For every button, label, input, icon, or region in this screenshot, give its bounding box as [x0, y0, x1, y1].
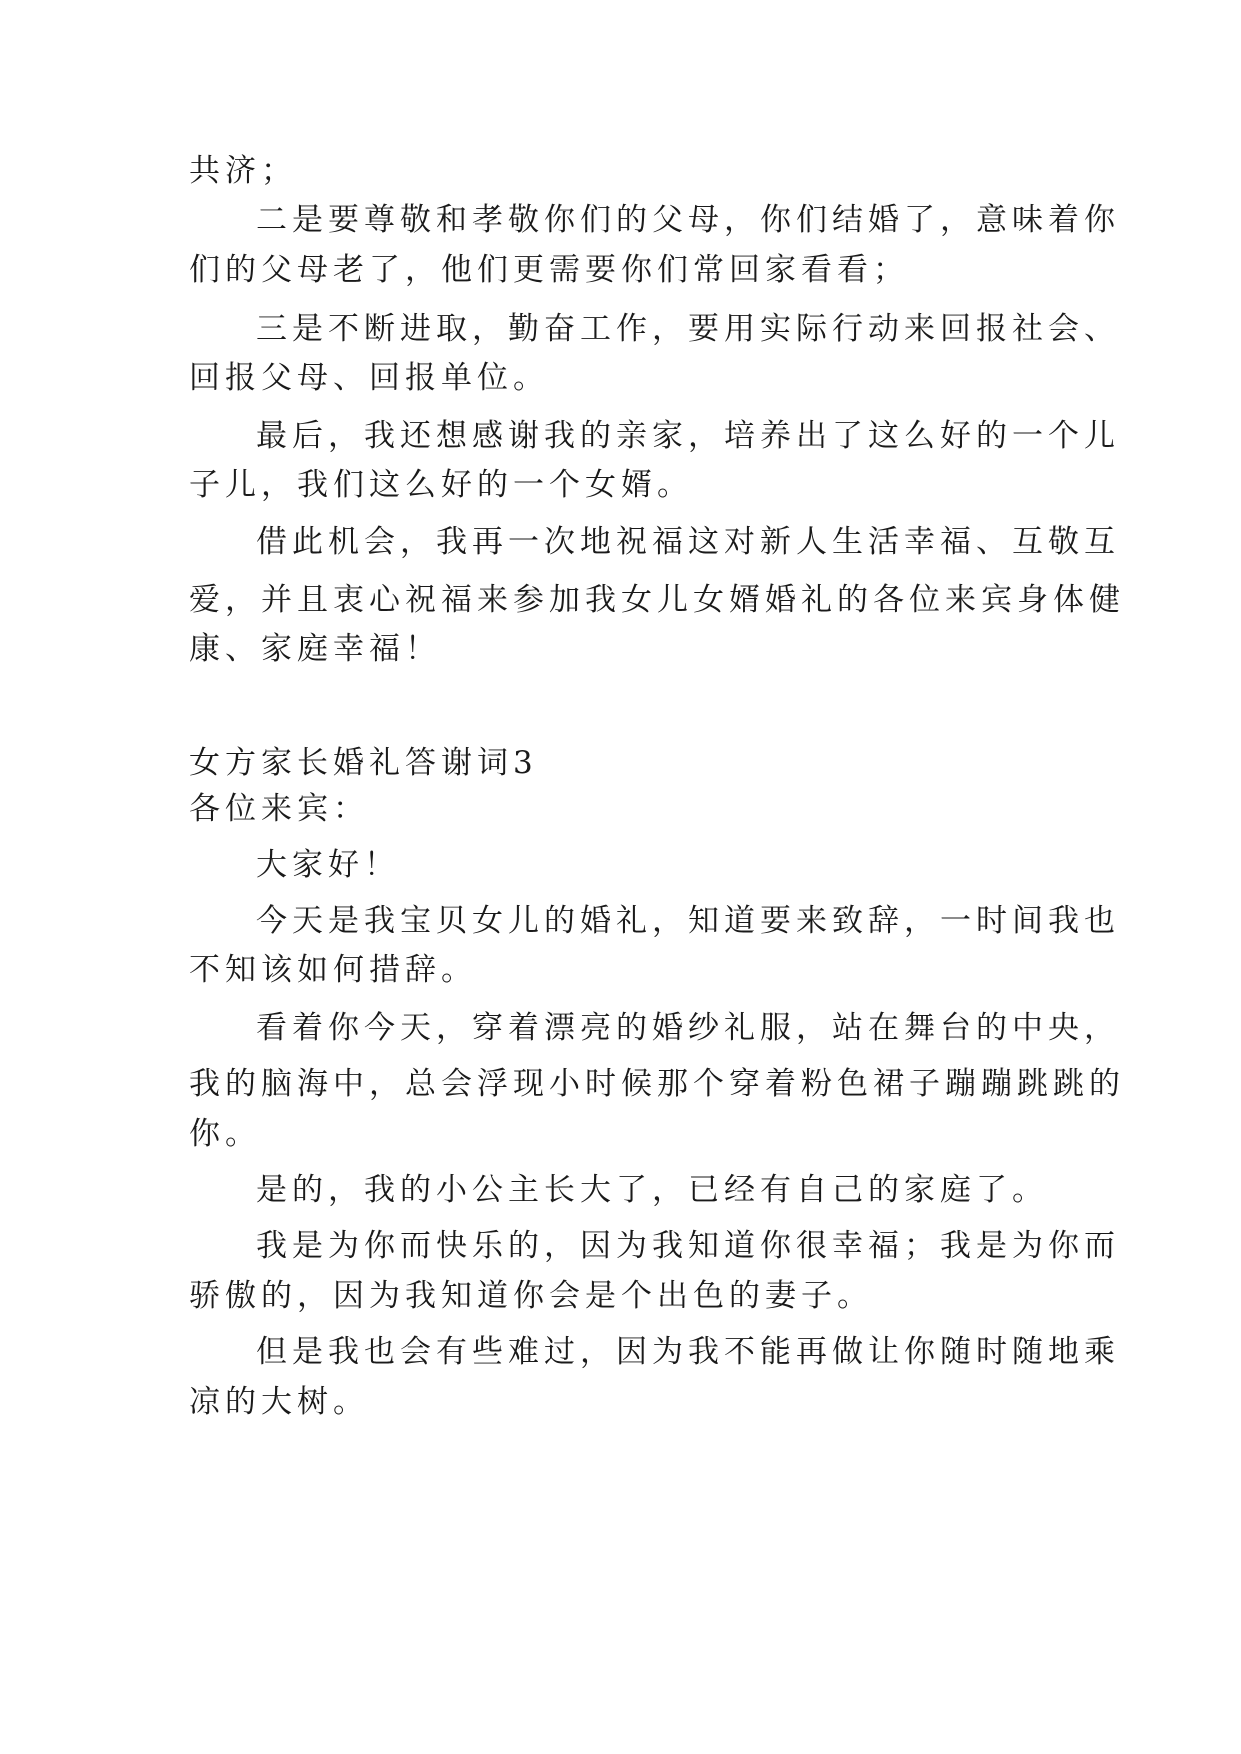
text-line: 凉的大树。 — [189, 1384, 369, 1420]
paragraph-line: 是的，我的小公主长大了，已经有自己的家庭了。 — [256, 1172, 1048, 1208]
section-heading: 女方家长婚礼答谢词3 — [189, 745, 538, 781]
paragraph-line: 我是为你而快乐的，因为我知道你很幸福；我是为你而 — [256, 1228, 1120, 1264]
text-line: 你。 — [189, 1116, 261, 1152]
paragraph-line: 看着你今天，穿着漂亮的婚纱礼服，站在舞台的中央， — [256, 1010, 1120, 1046]
paragraph-line: 二是要尊敬和孝敬你们的父母，你们结婚了，意味着你 — [256, 202, 1120, 238]
text-line: 共济； — [189, 153, 297, 189]
paragraph-line: 借此机会，我再一次地祝福这对新人生活幸福、互敬互 — [256, 524, 1120, 560]
text-line: 康、家庭幸福！ — [189, 631, 441, 667]
paragraph-line: 三是不断进取，勤奋工作，要用实际行动来回报社会、 — [256, 311, 1120, 347]
text-line: 我的脑海中，总会浮现小时候那个穿着粉色裙子蹦蹦跳跳的 — [189, 1066, 1125, 1102]
text-line: 爱，并且衷心祝福来参加我女儿女婿婚礼的各位来宾身体健 — [189, 582, 1125, 618]
paragraph-line: 大家好！ — [256, 847, 400, 883]
paragraph-line: 最后，我还想感谢我的亲家，培养出了这么好的一个儿 — [256, 418, 1120, 454]
text-line: 子儿，我们这么好的一个女婿。 — [189, 467, 693, 503]
paragraph-line: 今天是我宝贝女儿的婚礼，知道要来致辞，一时间我也 — [256, 903, 1120, 939]
text-line: 回报父母、回报单位。 — [189, 360, 549, 396]
text-line: 骄傲的，因为我知道你会是个出色的妻子。 — [189, 1278, 873, 1314]
text-line: 不知该如何措辞。 — [189, 952, 477, 988]
text-line: 们的父母老了，他们更需要你们常回家看看； — [189, 252, 909, 288]
salutation: 各位来宾： — [189, 791, 369, 827]
paragraph-line: 但是我也会有些难过，因为我不能再做让你随时随地乘 — [256, 1334, 1120, 1370]
